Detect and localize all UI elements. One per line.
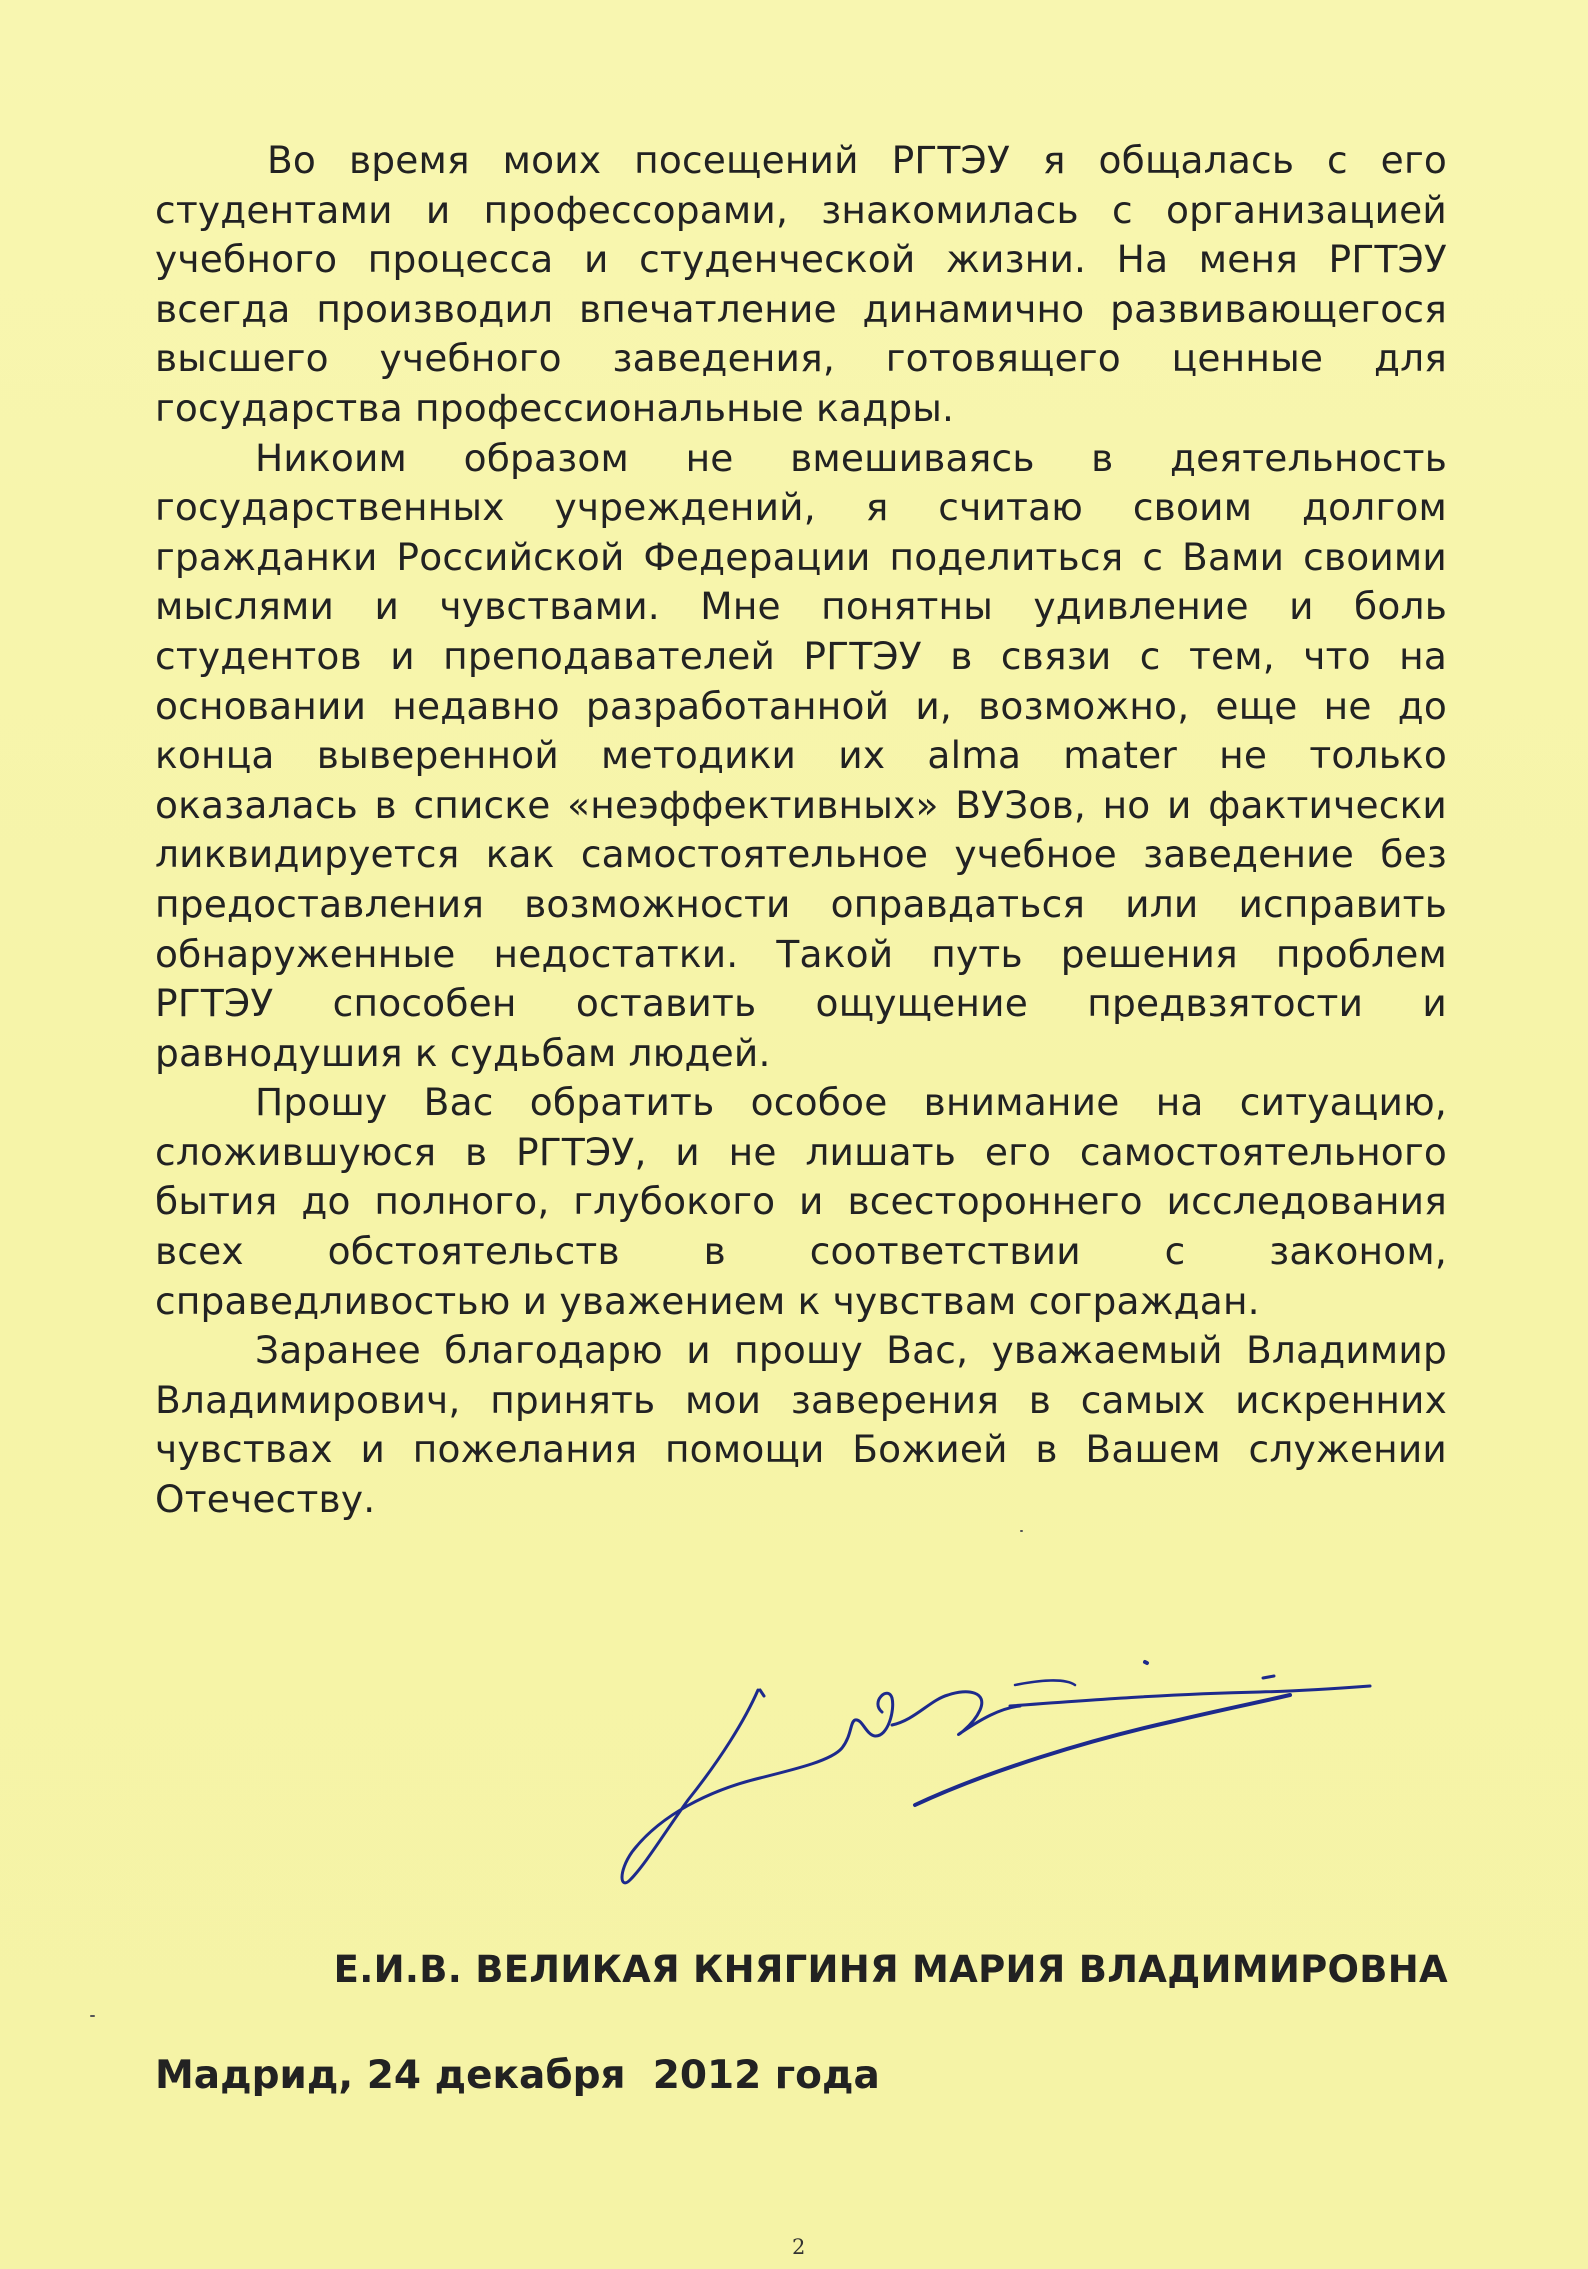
signature-dot-3: [760, 1690, 764, 1696]
signature-loop-stroke: [892, 1692, 1020, 1735]
signature-dot-1: [1145, 1662, 1147, 1663]
signatory-name: Е.И.В. ВЕЛИКАЯ КНЯГИНЯ МАРИЯ ВЛАДИМИРОВНА: [333, 1948, 1448, 1991]
paper-speck: [1020, 1530, 1023, 1532]
page-number: 2: [792, 2235, 806, 2259]
paragraph-closing: Заранее благодарю и прошу Вас, уважаемый Владимир Владимирович, принять мои заверения в самых искренних чувствах и пожелания помощи Божией в Вашем служении Отечеству.: [155, 1328, 1447, 1522]
signature-main-stroke: [622, 1690, 893, 1883]
signature-tail-stroke: [915, 1695, 1290, 1805]
paragraph-visits: Во время моих посещений РГТЭУ я общалась с его студентами и профессорами, знакомилась с организацией учебного процесса и студенческой жизни. На меня РГТЭУ всегда производил впечатление динамично развивающегося высшего учебного заведения, готовящего ценные для государства профессиональные кадры.: [155, 138, 1447, 430]
handwritten-signature: [570, 1640, 1390, 1900]
letter-body: [155, 136, 1447, 1525]
paragraph-concern: Никоим образом не вмешиваясь в деятельность государственных учреждений, я считаю своим долгом гражданки Российской Федерации поделиться с Вами своими мыслями и чувствами. Мне понятны удивление и боль студентов и преподавателей РГТЭУ в связи с тем, что на основании недавно разработанной и, возможно, еще не до конца выверенной методики их alma mater не только оказалась в списке «неэффективных» ВУЗов, но и фактически ликвидируется как самостоятельное учебное заведение без предоставления возможности оправдаться или исправить обнаруженные недостатки. Такой путь решения проблем РГТЭУ способен оставить ощущение предвзятости и равнодушия к судьбам людей.: [155, 435, 1447, 1075]
signature-hook-stroke: [1015, 1680, 1075, 1685]
signature-dot-2: [1263, 1676, 1274, 1678]
signature-underline-stroke: [1010, 1686, 1370, 1706]
paragraph-request: Прошу Вас обратить особое внимание на ситуацию, сложившуюся в РГТЭУ, и не лишать его самостоятельного бытия до полного, глубокого и всестороннего исследования всех обстоятельств в соответствии с законом, справедливостью и уважением к чувствам сограждан.: [155, 1080, 1447, 1323]
place-date-line: Мадрид, 24 декабря 2012 года: [155, 2053, 880, 2098]
paper-speck: [90, 2015, 95, 2017]
